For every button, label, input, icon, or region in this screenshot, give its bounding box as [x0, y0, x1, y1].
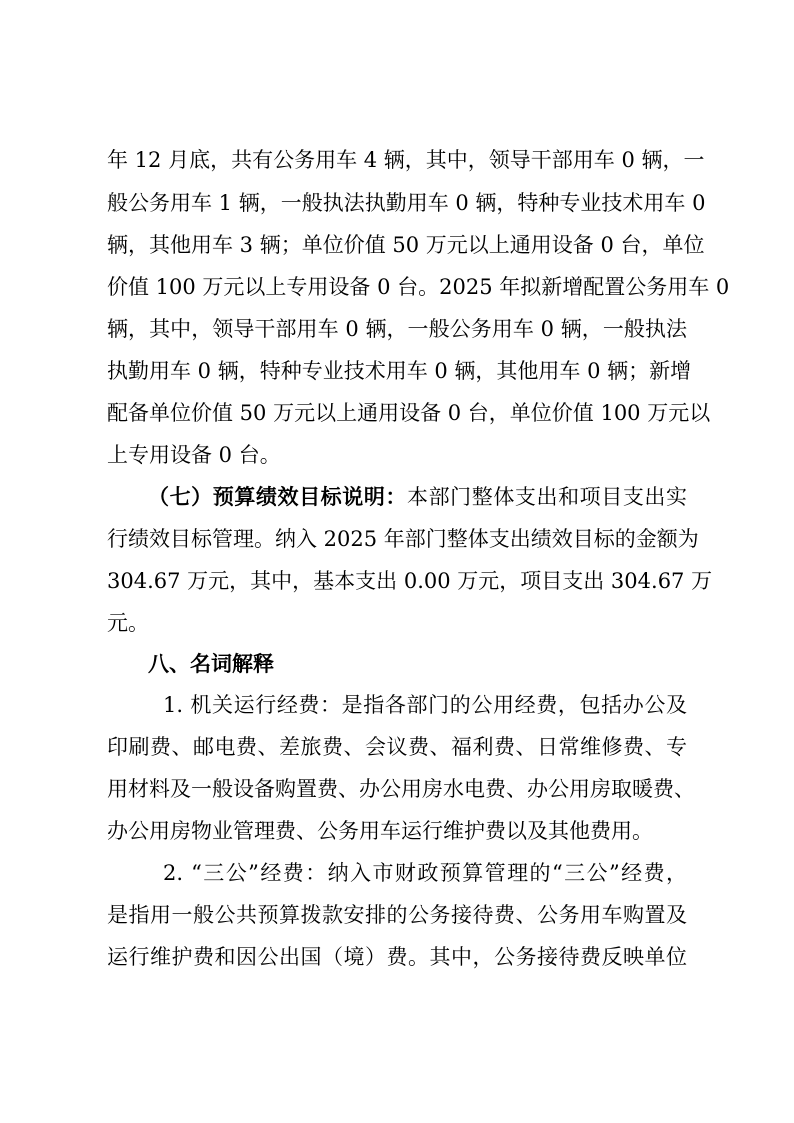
paragraph-line: 般公务用车 1 辆，一般执法执勤用车 0 辆，特种专业技术用车 0	[107, 191, 706, 215]
performance-first-line-text: 本部门整体支出和项目支出实	[407, 485, 687, 509]
term-first-line: 2. “三公”经费：纳入市财政预算管理的“三公”经费，	[163, 861, 687, 885]
paragraph-line: 是指用一般公共预算拨款安排的公务接待费、公务用车购置及	[107, 903, 687, 927]
paragraph-line: 印刷费、邮电费、差旅费、会议费、福利费、日常维修费、专	[107, 735, 687, 759]
paragraph-line: 年 12 月底，共有公务用车 4 辆，其中，领导干部用车 0 辆，一	[107, 148, 705, 172]
paragraph-line: 价值 100 万元以上专用设备 0 台。2025 年拟新增配置公务用车 0	[107, 275, 730, 299]
performance-label: （七）预算绩效目标说明：	[148, 485, 407, 509]
paragraph-line: 元。	[107, 611, 149, 635]
paragraph-line: 用材料及一般设备购置费、办公用房水电费、办公用房取暖费、	[107, 777, 695, 801]
paragraph-line: 行绩效目标管理。纳入 2025 年部门整体支出绩效目标的金额为	[107, 527, 699, 551]
paragraph-line: 上专用设备 0 台。	[107, 443, 281, 467]
paragraph-line: 执勤用车 0 辆，特种专业技术用车 0 辆，其他用车 0 辆；新增	[107, 359, 692, 383]
term-first-line: 1. 机关运行经费：是指各部门的公用经费，包括办公及	[163, 693, 687, 717]
paragraph-line: 运行维护费和因公出国（境）费。其中，公务接待费反映单位	[107, 945, 687, 969]
paragraph-line: 辆，其中，领导干部用车 0 辆，一般公务用车 0 辆，一般执法	[107, 317, 687, 341]
paragraph-line: 配备单位价值 50 万元以上通用设备 0 台，单位价值 100 万元以	[107, 401, 711, 425]
section-heading: 八、名词解释	[148, 652, 274, 676]
paragraph-line: 304.67 万元，其中，基本支出 0.00 万元，项目支出 304.67 万	[107, 569, 713, 593]
paragraph-first-line	[148, 483, 687, 511]
paragraph-line: 办公用房物业管理费、公务用车运行维护费以及其他费用。	[107, 819, 653, 843]
paragraph-line: 辆，其他用车 3 辆；单位价值 50 万元以上通用设备 0 台，单位	[107, 233, 705, 257]
